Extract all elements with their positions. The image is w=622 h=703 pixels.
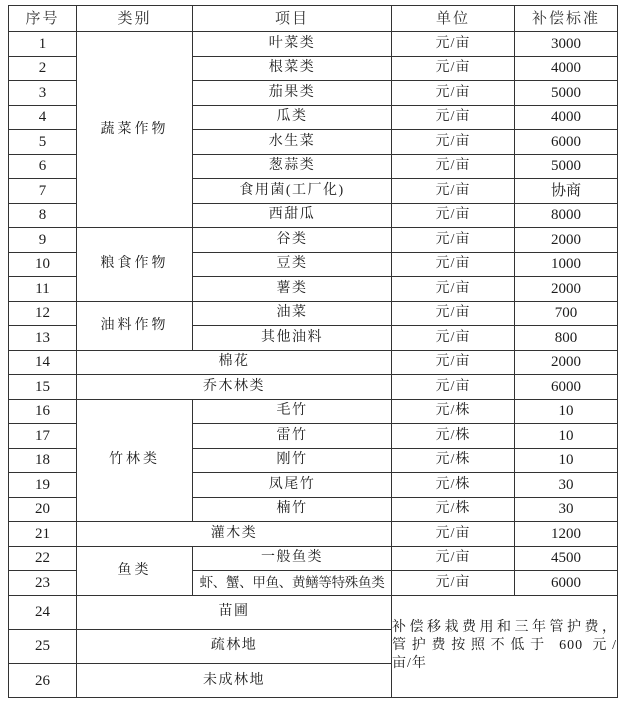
table-row: [9, 228, 618, 253]
unit-cell: 元/亩: [392, 179, 515, 204]
note-cell: [392, 595, 618, 698]
item-cell: 苗圃: [77, 595, 392, 629]
item-cell: 刚竹: [193, 448, 392, 473]
header-unit: 单位: [392, 6, 515, 32]
unit-cell: 元/亩: [392, 252, 515, 277]
row-number-cell: 2: [9, 56, 77, 81]
item-cell: 其他油料: [193, 326, 392, 351]
item-cell: 瓜类: [193, 105, 392, 130]
unit-cell: 元/亩: [392, 546, 515, 571]
compensation-table: [8, 5, 618, 698]
standard-cell: 2000: [515, 228, 618, 253]
standard-cell: 800: [515, 326, 618, 351]
item-cell: 一般鱼类: [193, 546, 392, 571]
standard-cell: 1000: [515, 252, 618, 277]
item-cell: 西甜瓜: [193, 203, 392, 228]
row-number-cell: 10: [9, 252, 77, 277]
table-row: [9, 399, 618, 424]
unit-cell: 元/亩: [392, 228, 515, 253]
standard-cell: 30: [515, 497, 618, 522]
table-row: [9, 301, 618, 326]
table-row: [9, 375, 618, 400]
item-cell: 乔木林类: [77, 375, 392, 400]
item-cell: 薯类: [193, 277, 392, 302]
standard-cell: 10: [515, 424, 618, 449]
item-cell: 雷竹: [193, 424, 392, 449]
standard-cell: 4500: [515, 546, 618, 571]
category-cell: 粮食作物: [77, 228, 193, 302]
item-cell: 叶菜类: [193, 32, 392, 57]
row-number-cell: 7: [9, 179, 77, 204]
header-no: 序号: [9, 6, 77, 32]
row-number-cell: 14: [9, 350, 77, 375]
row-number-cell: 17: [9, 424, 77, 449]
standard-cell: 5000: [515, 154, 618, 179]
unit-cell: 元/亩: [392, 350, 515, 375]
item-cell: 茄果类: [193, 81, 392, 106]
header-standard: 补偿标准: [515, 6, 618, 32]
table-header-row: [9, 6, 618, 32]
note-line: 管护费按照不低于 600 元/: [392, 638, 617, 654]
row-number-cell: 11: [9, 277, 77, 302]
item-cell: 根菜类: [193, 56, 392, 81]
unit-cell: 元/亩: [392, 326, 515, 351]
item-cell: 凤尾竹: [193, 473, 392, 498]
category-cell: 鱼类: [77, 546, 193, 595]
standard-cell: 4000: [515, 105, 618, 130]
unit-cell: 元/株: [392, 424, 515, 449]
standard-cell: 10: [515, 448, 618, 473]
standard-cell: 1200: [515, 522, 618, 547]
category-cell: 油料作物: [77, 301, 193, 350]
row-number-cell: 5: [9, 130, 77, 155]
row-number-cell: 23: [9, 571, 77, 596]
row-number-cell: 24: [9, 595, 77, 629]
row-number-cell: 1: [9, 32, 77, 57]
table-row: [9, 595, 618, 629]
note-line: 亩/年: [392, 656, 427, 672]
row-number-cell: 8: [9, 203, 77, 228]
standard-cell: 700: [515, 301, 618, 326]
item-cell: 毛竹: [193, 399, 392, 424]
unit-cell: 元/亩: [392, 56, 515, 81]
item-cell: 食用菌(工厂化): [193, 179, 392, 204]
table-row: [9, 522, 618, 547]
unit-cell: 元/株: [392, 448, 515, 473]
row-number-cell: 22: [9, 546, 77, 571]
standard-cell: 6000: [515, 130, 618, 155]
standard-cell: 10: [515, 399, 618, 424]
table-row: [9, 546, 618, 571]
table-row: [9, 32, 618, 57]
item-cell: 楠竹: [193, 497, 392, 522]
standard-cell: 2000: [515, 277, 618, 302]
row-number-cell: 4: [9, 105, 77, 130]
item-cell: 豆类: [193, 252, 392, 277]
unit-cell: 元/亩: [392, 277, 515, 302]
row-number-cell: 15: [9, 375, 77, 400]
table-row: [9, 350, 618, 375]
row-number-cell: 25: [9, 629, 77, 663]
row-number-cell: 18: [9, 448, 77, 473]
standard-cell: 协商: [515, 179, 618, 204]
unit-cell: 元/亩: [392, 154, 515, 179]
item-cell: 灌木类: [77, 522, 392, 547]
header-item: 项目: [193, 6, 392, 32]
item-cell: 棉花: [77, 350, 392, 375]
unit-cell: 元/亩: [392, 571, 515, 596]
header-category: 类别: [77, 6, 193, 32]
row-number-cell: 21: [9, 522, 77, 547]
unit-cell: 元/亩: [392, 81, 515, 106]
item-cell: 水生菜: [193, 130, 392, 155]
unit-cell: 元/亩: [392, 375, 515, 400]
unit-cell: 元/株: [392, 473, 515, 498]
item-cell: 谷类: [193, 228, 392, 253]
standard-cell: 3000: [515, 32, 618, 57]
unit-cell: 元/亩: [392, 130, 515, 155]
standard-cell: 30: [515, 473, 618, 498]
item-cell: 未成林地: [77, 664, 392, 698]
row-number-cell: 12: [9, 301, 77, 326]
table-body: [9, 6, 618, 698]
unit-cell: 元/株: [392, 497, 515, 522]
item-cell: 油菜: [193, 301, 392, 326]
category-cell: 蔬菜作物: [77, 32, 193, 228]
unit-cell: 元/株: [392, 399, 515, 424]
standard-cell: 8000: [515, 203, 618, 228]
unit-cell: 元/亩: [392, 105, 515, 130]
item-cell: 虾、蟹、甲鱼、黄鳝等特殊鱼类: [193, 571, 392, 596]
unit-cell: 元/亩: [392, 32, 515, 57]
row-number-cell: 13: [9, 326, 77, 351]
item-cell: 葱蒜类: [193, 154, 392, 179]
standard-cell: 4000: [515, 56, 618, 81]
standard-cell: 5000: [515, 81, 618, 106]
unit-cell: 元/亩: [392, 301, 515, 326]
row-number-cell: 9: [9, 228, 77, 253]
row-number-cell: 26: [9, 664, 77, 698]
category-cell: 竹林类: [77, 399, 193, 522]
row-number-cell: 3: [9, 81, 77, 106]
item-cell: 疏林地: [77, 629, 392, 663]
standard-cell: 6000: [515, 571, 618, 596]
unit-cell: 元/亩: [392, 203, 515, 228]
unit-cell: 元/亩: [392, 522, 515, 547]
standard-cell: 2000: [515, 350, 618, 375]
note-line: 补偿移栽费用和三年管护费，: [392, 620, 617, 636]
standard-cell: 6000: [515, 375, 618, 400]
row-number-cell: 6: [9, 154, 77, 179]
row-number-cell: 16: [9, 399, 77, 424]
row-number-cell: 20: [9, 497, 77, 522]
row-number-cell: 19: [9, 473, 77, 498]
